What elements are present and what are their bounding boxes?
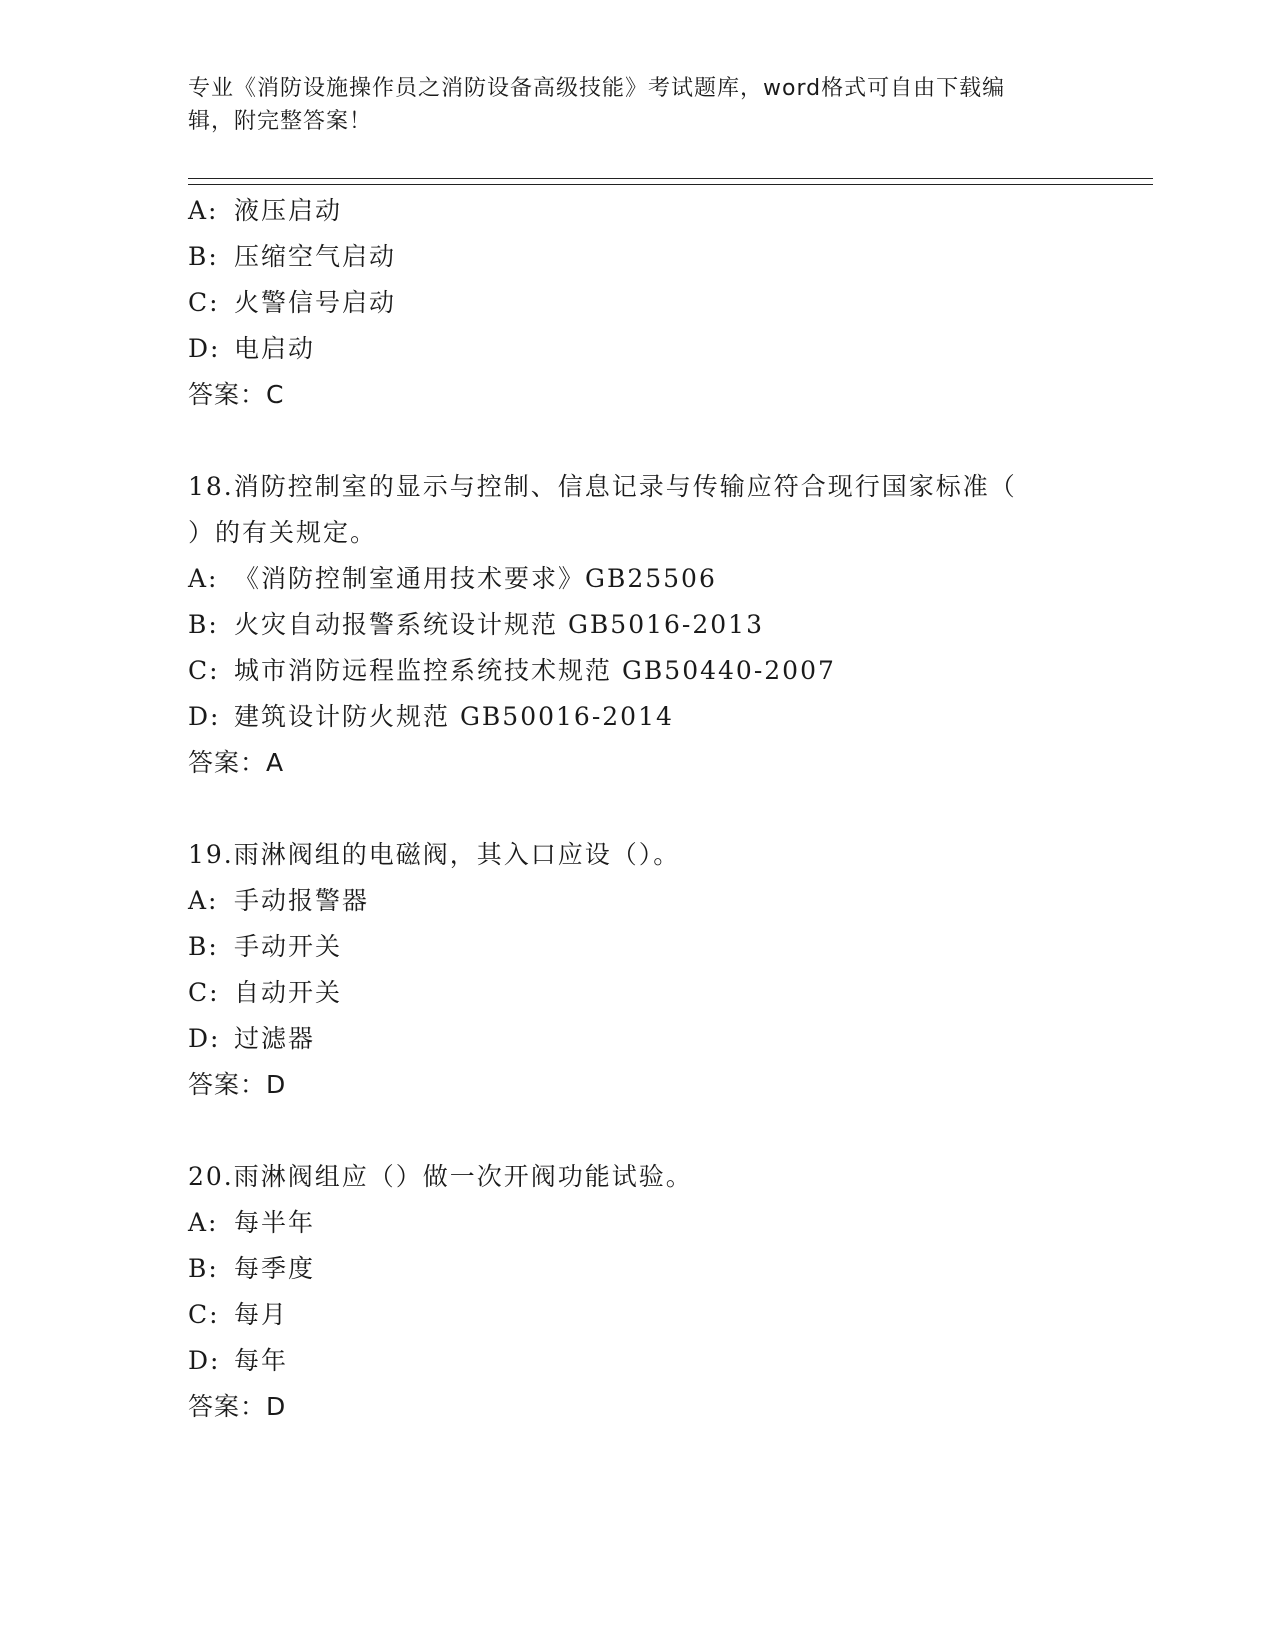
option-key: C: xyxy=(188,1300,220,1329)
option-key: C: xyxy=(188,978,220,1007)
option-key: A: xyxy=(188,886,219,915)
option-c xyxy=(188,1292,1088,1338)
option-key: B: xyxy=(188,242,219,271)
answer-line: 答案：C xyxy=(188,380,285,409)
option-text: 自动开关 xyxy=(234,978,343,1007)
question-stem-line-1: 20.雨淋阀组应（）做一次开阀功能试验。 xyxy=(188,1162,693,1191)
option-key: A: xyxy=(188,196,219,225)
option-a xyxy=(188,188,1088,234)
answer-line: 答案：D xyxy=(188,1392,287,1421)
option-text: 每月 xyxy=(234,1300,289,1329)
spacer xyxy=(188,1108,1088,1154)
option-key: D: xyxy=(188,1024,221,1053)
option-a xyxy=(188,878,1088,924)
option-text: 压缩空气启动 xyxy=(234,242,397,271)
option-key: B: xyxy=(188,1254,219,1283)
option-key: A: xyxy=(188,564,219,593)
question-20 xyxy=(188,1154,1088,1430)
option-a xyxy=(188,556,1088,602)
option-text: 每季度 xyxy=(234,1254,316,1283)
option-key: B: xyxy=(188,610,219,639)
option-text: 火灾自动报警系统设计规范 GB5016-2013 xyxy=(234,610,764,639)
question-stem-line-2: ）的有关规定。 xyxy=(188,518,378,547)
question-18 xyxy=(188,464,1088,786)
option-text: 建筑设计防火规范 GB50016-2014 xyxy=(234,702,674,731)
option-text: 火警信号启动 xyxy=(234,288,397,317)
option-c xyxy=(188,648,1088,694)
option-text: 每半年 xyxy=(234,1208,316,1237)
header-line-1: 专业《消防设施操作员之消防设备高级技能》考试题库，word格式可自由下载编 xyxy=(188,76,1006,101)
option-text: 过滤器 xyxy=(234,1024,316,1053)
option-d xyxy=(188,694,1088,740)
option-text: 《消防控制室通用技术要求》GB25506 xyxy=(234,564,717,593)
header-divider-bottom xyxy=(188,184,1153,185)
option-key: D: xyxy=(188,702,221,731)
question-19 xyxy=(188,832,1088,1108)
option-key: B: xyxy=(188,932,219,961)
option-key: C: xyxy=(188,288,220,317)
answer-line: 答案：A xyxy=(188,748,285,777)
option-text: 手动开关 xyxy=(234,932,343,961)
option-d xyxy=(188,1338,1088,1384)
question-stem-line-1: 18.消防控制室的显示与控制、信息记录与传输应符合现行国家标准（ xyxy=(188,472,1017,501)
spacer xyxy=(188,786,1088,832)
option-text: 电启动 xyxy=(234,334,316,363)
option-text: 每年 xyxy=(234,1346,289,1375)
option-key: C: xyxy=(188,656,220,685)
option-key: A: xyxy=(188,1208,219,1237)
option-key: D: xyxy=(188,1346,221,1375)
option-key: D: xyxy=(188,334,221,363)
option-text: 手动报警器 xyxy=(234,886,370,915)
header-line-2: 辑，附完整答案！ xyxy=(188,109,373,134)
option-b xyxy=(188,602,1088,648)
answer-line: 答案：D xyxy=(188,1070,287,1099)
option-text: 城市消防远程监控系统技术规范 GB50440-2007 xyxy=(234,656,836,685)
question-list xyxy=(188,188,1088,1430)
option-d xyxy=(188,326,1088,372)
option-c xyxy=(188,970,1088,1016)
option-c xyxy=(188,280,1088,326)
option-text: 液压启动 xyxy=(234,196,343,225)
question-stem-line-1: 19.雨淋阀组的电磁阀，其入口应设（）。 xyxy=(188,840,681,869)
option-d xyxy=(188,1016,1088,1062)
document-header xyxy=(188,72,1088,138)
option-b xyxy=(188,234,1088,280)
option-b xyxy=(188,1246,1088,1292)
header-divider-top xyxy=(188,178,1153,179)
option-b xyxy=(188,924,1088,970)
prev-question-block xyxy=(188,188,1088,418)
option-a xyxy=(188,1200,1088,1246)
spacer xyxy=(188,418,1088,464)
